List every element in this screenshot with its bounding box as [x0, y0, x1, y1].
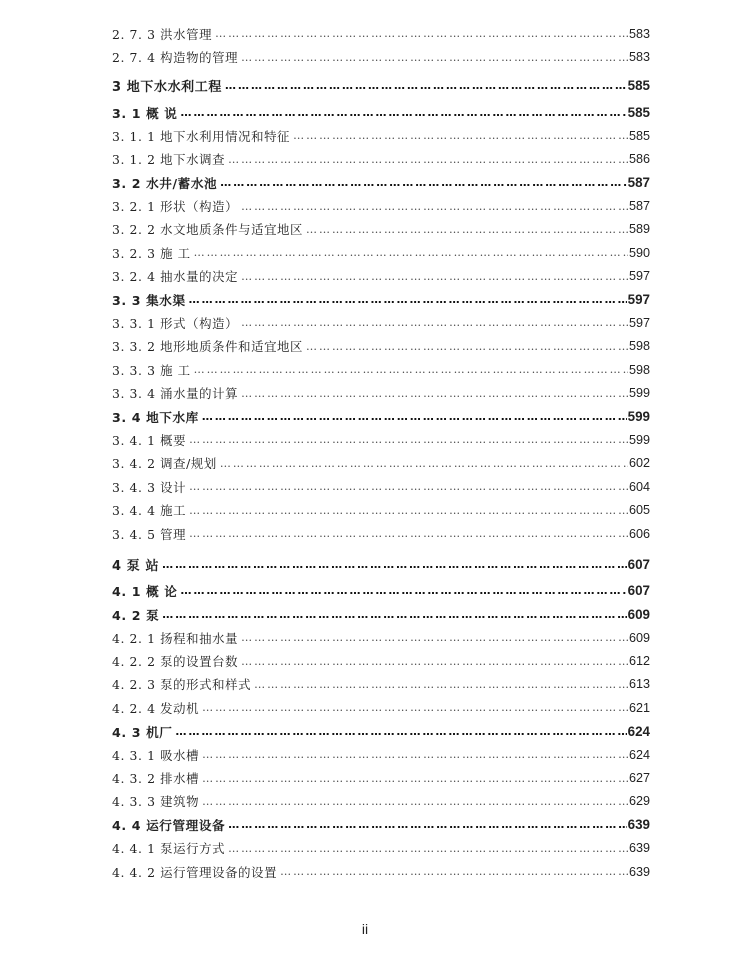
dot-leader	[189, 294, 627, 305]
toc-entry-title: 4 泵 站	[112, 558, 160, 574]
toc-entry-title: 3. 4. 2 调查/规划	[112, 456, 217, 472]
toc-entry-title: 4. 1 概 论	[112, 584, 178, 600]
toc-entry-title: 3. 3 集水渠	[112, 293, 186, 309]
toc-entry-page: 621	[628, 700, 650, 715]
dot-leader	[293, 130, 628, 141]
toc-entry-title: 4. 2 泵	[112, 607, 160, 623]
toc-entry-page: 607	[627, 556, 650, 572]
toc-entry-sub	[112, 358, 650, 381]
toc-entry-page: 598	[628, 362, 650, 377]
dot-leader	[306, 341, 628, 352]
dot-leader	[241, 317, 628, 328]
toc-entry-page: 589	[628, 222, 650, 237]
toc-entry-page: 627	[628, 771, 650, 786]
toc-entry-sub	[112, 860, 650, 883]
toc-entry-title: 4. 2. 4 发动机	[112, 700, 200, 716]
toc-entry-page: 639	[627, 817, 650, 833]
toc-entry-title: 4. 3. 1 吸水槽	[112, 747, 200, 763]
toc-entry-sub	[112, 194, 650, 217]
toc-entry-chapter	[112, 549, 650, 579]
dot-leader	[241, 52, 628, 63]
toc-entry-page: 590	[628, 245, 650, 260]
toc-entry-title: 4. 3. 2 排水槽	[112, 771, 200, 787]
dot-leader	[162, 609, 626, 620]
toc-entry-title: 3. 3. 2 地形地质条件和适宜地区	[112, 339, 304, 355]
dot-leader	[175, 726, 626, 737]
page-number: ii	[361, 921, 369, 937]
toc-entry-title: 3. 3. 3 施 工	[112, 362, 191, 378]
toc-entry-sub	[112, 452, 650, 475]
toc-entry-title: 2. 7. 4 构造物的管理	[112, 50, 239, 66]
toc-entry-sub	[112, 335, 650, 358]
toc-entry-page: 639	[628, 841, 650, 856]
toc-entry-sub	[112, 696, 650, 719]
dot-leader	[189, 481, 628, 492]
toc-entry-title: 3. 4. 1 概要	[112, 432, 187, 448]
dot-leader	[241, 632, 628, 643]
toc-entry-title: 4. 4. 1 泵运行方式	[112, 841, 226, 857]
toc-entry-sub	[112, 626, 650, 649]
dot-leader	[180, 585, 626, 596]
dot-leader	[162, 559, 627, 570]
toc-entry-title: 3. 4. 3 设计	[112, 479, 187, 495]
toc-entry-section	[112, 288, 650, 311]
dot-leader	[225, 80, 627, 91]
toc-entry-page: 587	[627, 175, 650, 191]
toc-entry-sub	[112, 649, 650, 672]
toc-entry-page: 597	[628, 269, 650, 284]
toc-entry-title: 4. 2. 3 泵的形式和样式	[112, 677, 252, 693]
dot-leader	[202, 411, 627, 422]
toc-entry-page: 587	[628, 199, 650, 214]
dot-leader	[189, 434, 628, 445]
toc-entry-sub	[112, 837, 650, 860]
toc-entry-page: 599	[628, 386, 650, 401]
toc-entry-section	[112, 579, 650, 602]
toc-entry-title: 4. 4 运行管理设备	[112, 818, 226, 834]
toc-entry-section	[112, 405, 650, 428]
dot-leader	[228, 819, 626, 830]
toc-entry-title: 4. 3 机厂	[112, 724, 173, 740]
dot-leader	[280, 866, 628, 877]
dot-leader	[241, 656, 628, 667]
toc-entry-sub	[112, 22, 650, 45]
toc-entry-title: 4. 4. 2 运行管理设备的设置	[112, 864, 278, 880]
toc-entry-page: 583	[628, 50, 650, 65]
toc-entry-title: 3. 2. 3 施 工	[112, 245, 191, 261]
toc-entry-sub	[112, 498, 650, 521]
toc-entry-page: 612	[628, 654, 650, 669]
toc-entry-page: 609	[628, 630, 650, 645]
dot-leader	[202, 702, 628, 713]
toc-entry-sub	[112, 766, 650, 789]
toc-entry-title: 3. 2. 4 抽水量的决定	[112, 269, 239, 285]
toc-entry-section	[112, 720, 650, 743]
toc-entry-sub	[112, 428, 650, 451]
toc-entry-title: 3. 3. 1 形式（构造）	[112, 315, 239, 331]
toc-entry-page: 613	[628, 677, 650, 692]
toc-entry-page: 639	[628, 864, 650, 879]
toc-entry-page: 606	[628, 526, 650, 541]
toc-entry-page: 598	[628, 339, 650, 354]
toc-entry-sub	[112, 241, 650, 264]
toc-entry-page: 597	[627, 292, 650, 308]
toc-entry-sub	[112, 218, 650, 241]
toc-entry-section	[112, 813, 650, 836]
toc-entry-page: 604	[628, 479, 650, 494]
toc-entry-title: 3. 1. 2 地下水调查	[112, 152, 226, 168]
toc-entry-title: 4. 2. 2 泵的设置台数	[112, 654, 239, 670]
toc-entry-title: 3. 4. 5 管理	[112, 526, 187, 542]
dot-leader	[202, 773, 628, 784]
toc-entry-sub	[112, 790, 650, 813]
dot-leader	[194, 247, 628, 258]
toc-entry-sub	[112, 265, 650, 288]
toc-entry-sub	[112, 45, 650, 68]
toc-entry-title: 3. 3. 4 涌水量的计算	[112, 386, 239, 402]
dot-leader	[215, 28, 628, 39]
toc-entry-sub	[112, 743, 650, 766]
toc-entry-section	[112, 603, 650, 626]
toc-entry-page: 624	[628, 747, 650, 762]
table-of-contents	[112, 22, 650, 883]
toc-entry-title: 4. 3. 3 建筑物	[112, 794, 200, 810]
dot-leader	[194, 364, 628, 375]
dot-leader	[189, 528, 628, 539]
toc-entry-title: 2. 7. 3 洪水管理	[112, 26, 213, 42]
toc-entry-title: 4. 2. 1 扬程和抽水量	[112, 630, 239, 646]
dot-leader	[241, 271, 628, 282]
dot-leader	[228, 843, 628, 854]
toc-entry-title: 3. 2. 2 水文地质条件与适宜地区	[112, 222, 304, 238]
toc-entry-title: 3. 4. 4 施工	[112, 503, 187, 519]
toc-entry-title: 3. 2. 1 形状（构造）	[112, 199, 239, 215]
dot-leader	[254, 679, 628, 690]
dot-leader	[241, 201, 628, 212]
toc-entry-page: 597	[628, 315, 650, 330]
toc-entry-page: 609	[627, 606, 650, 622]
toc-entry-section	[112, 101, 650, 124]
toc-entry-title: 3. 4 地下水库	[112, 410, 199, 426]
toc-entry-sub	[112, 381, 650, 404]
dot-leader	[220, 458, 628, 469]
toc-entry-title: 3. 1 概 说	[112, 105, 178, 121]
dot-leader	[228, 154, 628, 165]
dot-leader	[202, 796, 628, 807]
dot-leader	[189, 505, 628, 516]
toc-entry-sub	[112, 673, 650, 696]
toc-entry-page: 607	[627, 583, 650, 599]
dot-leader	[220, 177, 626, 188]
toc-entry-title: 3. 2 水井/蓄水池	[112, 176, 218, 192]
toc-entry-page: 629	[628, 794, 650, 809]
toc-entry-sub	[112, 475, 650, 498]
toc-entry-sub	[112, 522, 650, 545]
toc-entry-title: 3. 1. 1 地下水利用情况和特征	[112, 128, 291, 144]
toc-entry-page: 624	[627, 723, 650, 739]
toc-entry-page: 585	[627, 104, 650, 120]
toc-entry-section	[112, 171, 650, 194]
toc-entry-sub	[112, 148, 650, 171]
toc-entry-page: 585	[627, 78, 650, 94]
dot-leader	[306, 224, 628, 235]
toc-entry-chapter	[112, 71, 650, 101]
toc-entry-page: 585	[628, 128, 650, 143]
toc-entry-page: 599	[628, 432, 650, 447]
toc-entry-page: 605	[628, 503, 650, 518]
dot-leader	[202, 749, 628, 760]
toc-entry-title: 3 地下水水利工程	[112, 80, 222, 96]
dot-leader	[180, 107, 626, 118]
toc-entry-page: 602	[628, 456, 650, 471]
dot-leader	[241, 388, 628, 399]
toc-entry-page: 599	[627, 409, 650, 425]
toc-entry-page: 586	[628, 152, 650, 167]
toc-entry-sub	[112, 124, 650, 147]
toc-entry-sub	[112, 311, 650, 334]
toc-entry-page: 583	[628, 26, 650, 41]
